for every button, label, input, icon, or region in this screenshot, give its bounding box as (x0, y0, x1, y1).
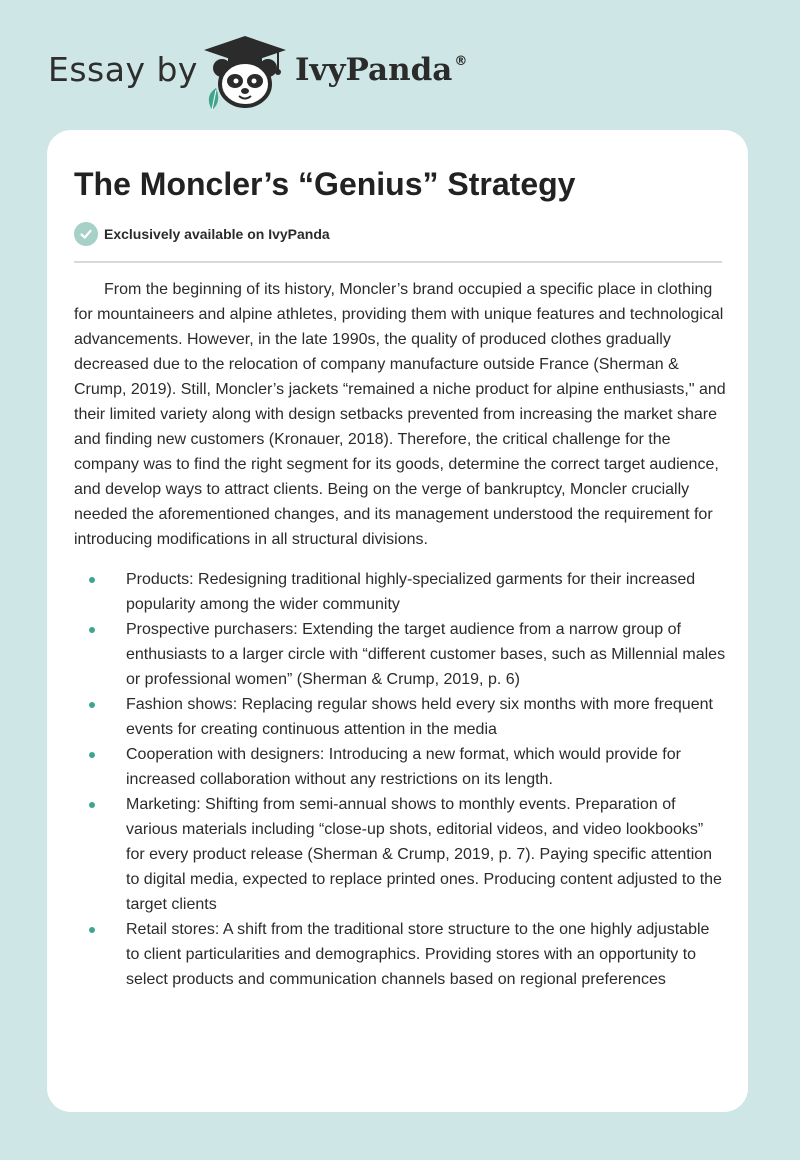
list-item (74, 692, 726, 742)
bullet-icon (89, 927, 95, 933)
bullet-icon (89, 577, 95, 583)
bullet-icon (89, 627, 95, 633)
essay-by-label: Essay by (48, 50, 198, 89)
brand-text: IvyPanda (295, 52, 453, 88)
list-item (74, 742, 726, 792)
badge-label: Exclusively available on IvyPanda (104, 226, 330, 242)
check-circle-icon (74, 222, 98, 246)
paragraph: From the beginning of its history, Moncler’s brand occupied a specific place in clothing for mountaineers and alpine athletes, providing them with unique features and technological advancements. However, in the late 1990s, the quality of produced clothes gradually decreased due to the relocation of company manufacture outside France (Sherman & Crump, 2019). Still, Moncler’s jackets “remained a niche product for alpine enthusiasts," and their limited variety along with design setbacks prevented from increasing the market share and finding new customers (Kronauer, 2018). Therefore, the critical challenge for the company was to find the right segment for its goods, determine the correct target audience, and develop ways to attract clients. Being on the verge of bankruptcy, Moncler crucially needed the aforementioned changes, and its management understood the requirement for introducing modifications in all structural divisions. (74, 281, 726, 548)
brand-name[interactable] (295, 52, 467, 88)
essay-card (47, 130, 748, 1112)
page-title: The Moncler’s “Genius” Strategy (74, 166, 576, 202)
bullet-icon (89, 802, 95, 808)
divider (74, 261, 722, 263)
site-header (48, 32, 468, 112)
list-item-text: Retail stores: A shift from the traditional store structure to the one highly adjustable to client particularities and demographics. Providing stores with an opportunity to select products and communication channels based on regional preferences (126, 921, 710, 988)
bullet-icon (89, 752, 95, 758)
list-item (74, 617, 726, 692)
list-item-text: Products: Redesigning traditional highly-specialized garments for their increased popularity among the wider community (126, 571, 696, 613)
bullet-icon (89, 702, 95, 708)
list-item-text: Cooperation with designers: Introducing a new format, which would provide for increased collaboration without any restrictions on its length. (126, 746, 681, 788)
list-item (74, 567, 726, 617)
exclusive-badge (74, 222, 330, 246)
list-item-text: Prospective purchasers: Extending the target audience from a narrow group of enthusiasts to a larger circle with “different customer bases, such as Millennial males or professional women” (Sherman & Crump, 2019, p. 6) (126, 621, 726, 688)
panda-logo-icon[interactable] (200, 32, 290, 112)
list-item (74, 917, 726, 992)
essay-body (74, 277, 726, 992)
list-item-text: Fashion shows: Replacing regular shows held every six months with more frequent events for creating continuous attention in the media (126, 696, 713, 738)
list-item-text: Marketing: Shifting from semi-annual shows to monthly events. Preparation of various materials including “close-up shots, editorial videos, and video lookbooks” for every product release (Sherman & Crump, 2019, p. 7). Paying specific attention to digital media, expected to replace printed ones. Producing content adjusted to the target clients (126, 796, 722, 913)
registered-mark: ® (454, 54, 468, 69)
bullet-list (74, 567, 726, 992)
list-item (74, 792, 726, 917)
